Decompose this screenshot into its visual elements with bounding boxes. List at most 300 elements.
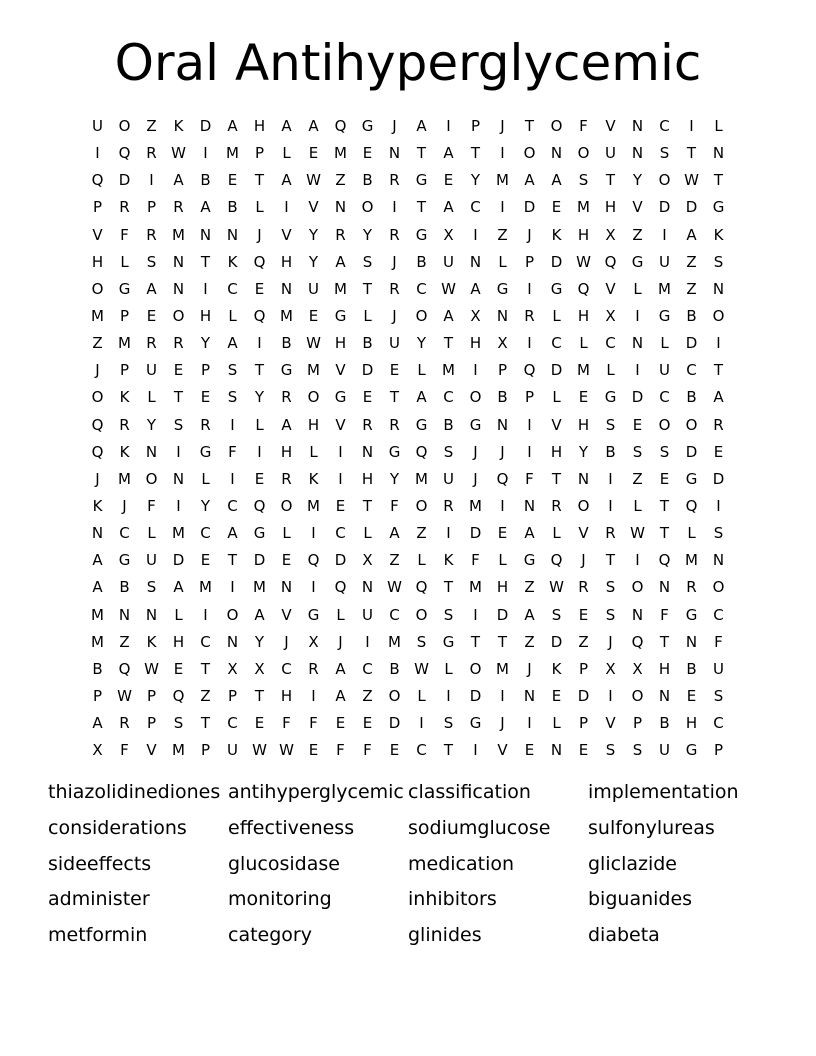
grid-letter: Q (631, 632, 644, 651)
grid-letter: A (335, 252, 346, 271)
grid-letter: R (200, 415, 211, 434)
grid-letter: A (281, 415, 292, 434)
grid-letter: I (311, 524, 316, 543)
grid-letter: D (685, 334, 698, 353)
grid-letter: M (577, 361, 590, 380)
grid-letter: K (227, 252, 238, 271)
grid-letter: H (280, 252, 293, 271)
grid-letter: A (443, 144, 454, 163)
grid-letter: Y (632, 171, 643, 190)
grid-letter: M (334, 144, 347, 163)
grid-letter: W (387, 578, 402, 597)
grid-letter: G (685, 741, 698, 760)
grid-letter: L (255, 198, 264, 217)
grid-letter: Y (308, 225, 319, 244)
grid-letter: U (659, 741, 670, 760)
grid-letter: I (257, 442, 262, 461)
grid-letter: V (578, 524, 589, 543)
grid-letter: Y (362, 225, 373, 244)
grid-letter: V (92, 225, 103, 244)
grid-letter: D (469, 524, 482, 543)
grid-letter: I (257, 334, 262, 353)
grid-letter: J (608, 632, 613, 651)
grid-letter: Q (91, 442, 104, 461)
grid-letter: O (91, 279, 104, 298)
grid-letter: B (686, 388, 697, 407)
grid-letter: Y (308, 252, 319, 271)
grid-letter: G (469, 415, 482, 434)
grid-letter: D (523, 198, 536, 217)
grid-letter: E (389, 361, 400, 380)
grid-letter: O (91, 388, 104, 407)
grid-letter: T (659, 524, 670, 543)
grid-letter: H (253, 117, 266, 135)
grid-letter: L (282, 144, 291, 163)
grid-letter: P (119, 361, 130, 380)
grid-letter: C (281, 659, 292, 678)
grid-letter: D (685, 198, 698, 217)
grid-letter: G (199, 442, 212, 461)
grid-letter: Q (253, 306, 266, 325)
grid-letter: Q (415, 442, 428, 461)
grid-letter: A (713, 388, 724, 407)
grid-letter: T (551, 469, 562, 488)
grid-letter: L (633, 279, 642, 298)
grid-letter: S (416, 632, 427, 651)
grid-letter: U (308, 279, 319, 298)
grid-letter: O (361, 198, 374, 217)
grid-letter: I (527, 714, 532, 733)
grid-letter: A (389, 524, 400, 543)
grid-letter: N (361, 442, 374, 461)
grid-letter: W (117, 686, 132, 705)
grid-letter: O (415, 496, 428, 515)
grid-letter: D (631, 388, 644, 407)
grid-letter: W (441, 279, 456, 298)
grid-letter: P (146, 686, 157, 705)
grid-letter: Q (415, 578, 428, 597)
grid-letter: X (227, 659, 238, 678)
grid-letter: W (684, 171, 699, 190)
grid-letter: H (577, 225, 590, 244)
grid-letter: F (228, 442, 237, 461)
grid-letter: C (227, 279, 238, 298)
grid-letter: D (712, 469, 725, 488)
grid-letter: R (281, 388, 292, 407)
grid-letter: S (362, 252, 373, 271)
grid-letter: M (334, 279, 347, 298)
grid-letter: E (254, 469, 265, 488)
grid-letter: D (685, 442, 698, 461)
grid-letter: C (416, 741, 427, 760)
grid-letter: O (550, 117, 563, 135)
grid-letter: X (605, 659, 616, 678)
grid-letter: M (280, 306, 293, 325)
grid-letter: N (172, 252, 185, 271)
grid-letter: A (416, 388, 427, 407)
grid-letter: H (280, 442, 293, 461)
grid-letter: E (659, 469, 670, 488)
grid-letter: R (119, 415, 130, 434)
grid-letter: A (173, 171, 184, 190)
grid-letter: E (551, 686, 562, 705)
grid-letter: I (203, 605, 208, 624)
grid-letter: S (443, 605, 454, 624)
grid-letter: C (119, 524, 130, 543)
grid-letter: I (338, 469, 343, 488)
grid-letter: L (579, 334, 588, 353)
grid-letter: A (470, 279, 481, 298)
grid-letter: C (443, 388, 454, 407)
grid-letter: Q (118, 659, 131, 678)
grid-letter: Q (523, 361, 536, 380)
grid-letter: A (227, 334, 238, 353)
grid-letter: H (469, 334, 482, 353)
grid-letter: N (550, 741, 563, 760)
grid-letter: F (309, 714, 318, 733)
grid-letter: Y (416, 334, 427, 353)
grid-letter: N (496, 306, 509, 325)
grid-letter: Y (200, 496, 211, 515)
grid-letter: F (471, 551, 480, 570)
grid-letter: V (281, 605, 292, 624)
grid-letter: X (605, 225, 616, 244)
grid-letter: V (335, 361, 346, 380)
grid-letter: G (523, 551, 536, 570)
grid-letter: F (147, 496, 156, 515)
grid-letter: E (308, 144, 319, 163)
grid-letter: S (659, 442, 670, 461)
grid-letter: V (308, 198, 319, 217)
grid-letter: A (308, 117, 319, 135)
grid-letter: J (500, 117, 505, 135)
grid-letter: T (605, 171, 616, 190)
grid-letter: L (552, 524, 561, 543)
grid-letter: F (282, 714, 291, 733)
grid-letter: T (254, 361, 265, 380)
grid-letter: A (524, 605, 535, 624)
grid-letter: K (443, 551, 454, 570)
grid-letter: C (416, 279, 427, 298)
grid-letter: I (230, 469, 235, 488)
grid-letter: L (282, 524, 291, 543)
grid-letter: H (199, 306, 212, 325)
grid-letter: Z (200, 686, 211, 705)
grid-letter: G (118, 551, 131, 570)
grid-letter: Z (497, 225, 508, 244)
grid-letter: W (549, 578, 564, 597)
grid-letter: A (443, 306, 454, 325)
grid-letter: B (497, 388, 508, 407)
grid-letter: A (254, 605, 265, 624)
grid-letter: D (550, 252, 563, 271)
grid-letter: J (473, 442, 478, 461)
grid-letter: J (122, 496, 127, 515)
grid-letter: N (280, 279, 293, 298)
grid-letter: D (496, 605, 509, 624)
grid-letter: P (578, 659, 589, 678)
grid-letter: B (227, 198, 238, 217)
grid-letter: E (173, 659, 184, 678)
grid-letter: G (712, 198, 725, 217)
grid-letter: E (173, 361, 184, 380)
word-list-item: metformin (48, 924, 148, 947)
grid-letter: W (630, 524, 645, 543)
grid-letter: S (227, 388, 238, 407)
grid-letter: L (498, 551, 507, 570)
grid-letter: M (91, 306, 104, 325)
grid-letter: R (605, 524, 616, 543)
grid-letter: L (201, 469, 210, 488)
grid-letter: O (226, 605, 239, 624)
grid-letter: N (658, 686, 671, 705)
word-list-item: sideeffects (48, 852, 152, 875)
grid-letter: M (658, 279, 671, 298)
grid-letter: N (631, 144, 644, 163)
grid-letter: L (336, 605, 345, 624)
grid-letter: N (712, 279, 725, 298)
grid-letter: L (552, 306, 561, 325)
grid-letter: Q (577, 279, 590, 298)
grid-letter: G (469, 714, 482, 733)
grid-letter: L (147, 388, 156, 407)
grid-letter: L (606, 361, 615, 380)
grid-letter: N (712, 144, 725, 163)
grid-letter: E (281, 551, 292, 570)
grid-letter: O (577, 496, 590, 515)
grid-letter: F (579, 117, 588, 135)
grid-letter: R (119, 714, 130, 733)
grid-letter: K (551, 225, 562, 244)
grid-letter: V (281, 225, 292, 244)
grid-letter: I (365, 632, 370, 651)
grid-letter: H (577, 415, 590, 434)
grid-letter: S (605, 415, 616, 434)
grid-letter: I (230, 415, 235, 434)
grid-letter: X (362, 551, 373, 570)
grid-letter: N (685, 632, 698, 651)
grid-letter: Z (335, 171, 346, 190)
grid-letter: P (497, 361, 508, 380)
grid-letter: J (392, 252, 397, 271)
grid-letter: M (172, 524, 185, 543)
grid-letter: W (306, 334, 321, 353)
grid-letter: I (203, 279, 208, 298)
grid-letter: N (550, 144, 563, 163)
grid-letter: B (443, 415, 454, 434)
grid-letter: I (149, 171, 154, 190)
grid-letter: N (631, 117, 644, 135)
grid-letter: Q (253, 252, 266, 271)
grid-letter: O (415, 306, 428, 325)
grid-letter: H (550, 442, 563, 461)
grid-letter: U (92, 117, 103, 135)
grid-letter: L (660, 334, 669, 353)
grid-letter: T (524, 117, 535, 135)
grid-letter: D (577, 686, 590, 705)
grid-letter: V (632, 198, 643, 217)
grid-letter: Z (632, 225, 643, 244)
grid-letter: Q (604, 252, 617, 271)
grid-letter: S (632, 442, 643, 461)
grid-letter: G (253, 524, 266, 543)
grid-letter: K (119, 442, 130, 461)
grid-letter: N (226, 225, 239, 244)
grid-letter: C (713, 605, 724, 624)
grid-letter: B (659, 714, 670, 733)
grid-letter: M (388, 632, 401, 651)
grid-letter: K (119, 388, 130, 407)
word-list-item: medication (408, 852, 515, 875)
grid-letter: J (338, 632, 343, 651)
grid-letter: I (689, 117, 694, 135)
grid-letter: T (254, 171, 265, 190)
grid-letter: M (91, 605, 104, 624)
grid-letter: S (551, 605, 562, 624)
grid-letter: E (335, 714, 346, 733)
word-list-item: sodiumglucose (408, 816, 551, 839)
grid-letter: W (306, 171, 321, 190)
grid-letter: R (146, 144, 157, 163)
word-list-item: glinides (408, 924, 482, 947)
grid-letter: E (308, 306, 319, 325)
grid-letter: P (632, 714, 643, 733)
word-list-item: antihyperglycemic (228, 781, 404, 803)
grid-letter: C (470, 198, 481, 217)
grid-letter: U (659, 361, 670, 380)
grid-letter: S (578, 171, 589, 190)
grid-letter: R (173, 198, 184, 217)
grid-letter: M (91, 632, 104, 651)
grid-letter: M (118, 334, 131, 353)
grid-letter: T (605, 551, 616, 570)
word-list-item: considerations (48, 816, 187, 839)
grid-letter: G (685, 469, 698, 488)
grid-letter: I (608, 686, 613, 705)
grid-letter: E (227, 171, 238, 190)
grid-letter: R (281, 469, 292, 488)
grid-letter: Q (172, 686, 185, 705)
grid-letter: Z (146, 117, 157, 135)
grid-letter: S (713, 252, 724, 271)
grid-letter: U (443, 469, 454, 488)
grid-letter: O (631, 686, 644, 705)
grid-letter: N (334, 198, 347, 217)
grid-letter: J (527, 659, 532, 678)
grid-letter: G (415, 171, 428, 190)
grid-letter: O (415, 605, 428, 624)
grid-letter: B (92, 659, 103, 678)
grid-letter: Z (362, 686, 373, 705)
grid-letter: G (307, 605, 320, 624)
grid-letter: I (500, 686, 505, 705)
grid-letter: I (419, 714, 424, 733)
grid-letter: U (605, 144, 616, 163)
grid-letter: F (525, 469, 534, 488)
grid-letter: N (388, 144, 401, 163)
grid-letter: A (92, 578, 103, 597)
grid-letter: I (527, 442, 532, 461)
grid-letter: E (578, 388, 589, 407)
grid-letter: Y (146, 415, 157, 434)
word-list-item: diabeta (588, 924, 660, 947)
grid-letter: J (527, 225, 532, 244)
grid-letter: O (712, 578, 725, 597)
word-list-item: biguanides (588, 888, 693, 911)
grid-letter: S (605, 605, 616, 624)
grid-letter: M (172, 741, 185, 760)
word-list-item: classification (408, 781, 531, 803)
grid-letter: U (146, 361, 157, 380)
grid-letter: I (311, 686, 316, 705)
grid-letter: K (146, 632, 157, 651)
grid-letter: G (415, 415, 428, 434)
grid-letter: I (716, 496, 721, 515)
grid-letter: C (227, 714, 238, 733)
grid-letter: J (500, 714, 505, 733)
grid-letter: R (335, 225, 346, 244)
grid-letter: Q (91, 171, 104, 190)
grid-letter: A (281, 117, 292, 135)
grid-letter: D (199, 117, 212, 135)
grid-letter: X (497, 334, 508, 353)
word-list (48, 776, 768, 955)
grid-letter: Z (632, 469, 643, 488)
grid-letter: O (280, 496, 293, 515)
grid-letter: N (631, 605, 644, 624)
grid-letter: J (95, 469, 100, 488)
grid-letter: O (307, 388, 320, 407)
grid-letter: H (280, 686, 293, 705)
word-list-item: gliclazide (588, 852, 677, 875)
grid-letter: I (527, 334, 532, 353)
grid-letter: S (146, 252, 157, 271)
grid-letter: J (95, 361, 100, 380)
grid-letter: G (334, 388, 347, 407)
grid-letter: E (200, 551, 211, 570)
grid-letter: V (605, 714, 616, 733)
grid-letter: U (713, 659, 724, 678)
grid-letter: T (470, 632, 481, 651)
grid-letter: J (581, 551, 586, 570)
grid-letter: M (415, 469, 428, 488)
grid-letter: S (443, 714, 454, 733)
grid-letter: V (146, 741, 157, 760)
grid-letter: N (631, 334, 644, 353)
grid-letter: E (713, 442, 724, 461)
grid-letter: O (469, 388, 482, 407)
grid-letter: T (416, 198, 427, 217)
grid-letter: L (174, 605, 183, 624)
grid-letter: Q (91, 415, 104, 434)
grid-letter: A (335, 686, 346, 705)
grid-letter: G (685, 605, 698, 624)
grid-letter: M (307, 496, 320, 515)
grid-letter: O (388, 686, 401, 705)
grid-letter: I (176, 442, 181, 461)
grid-letter: N (145, 605, 158, 624)
grid-letter: T (227, 551, 238, 570)
grid-letter: R (389, 415, 400, 434)
grid-letter: L (417, 551, 426, 570)
grid-letter: Z (92, 334, 103, 353)
grid-letter: Q (118, 144, 131, 163)
grid-letter: U (389, 334, 400, 353)
grid-letter: X (632, 659, 643, 678)
grid-letter: F (336, 741, 345, 760)
grid-letter: O (172, 306, 185, 325)
grid-letter: B (362, 171, 373, 190)
